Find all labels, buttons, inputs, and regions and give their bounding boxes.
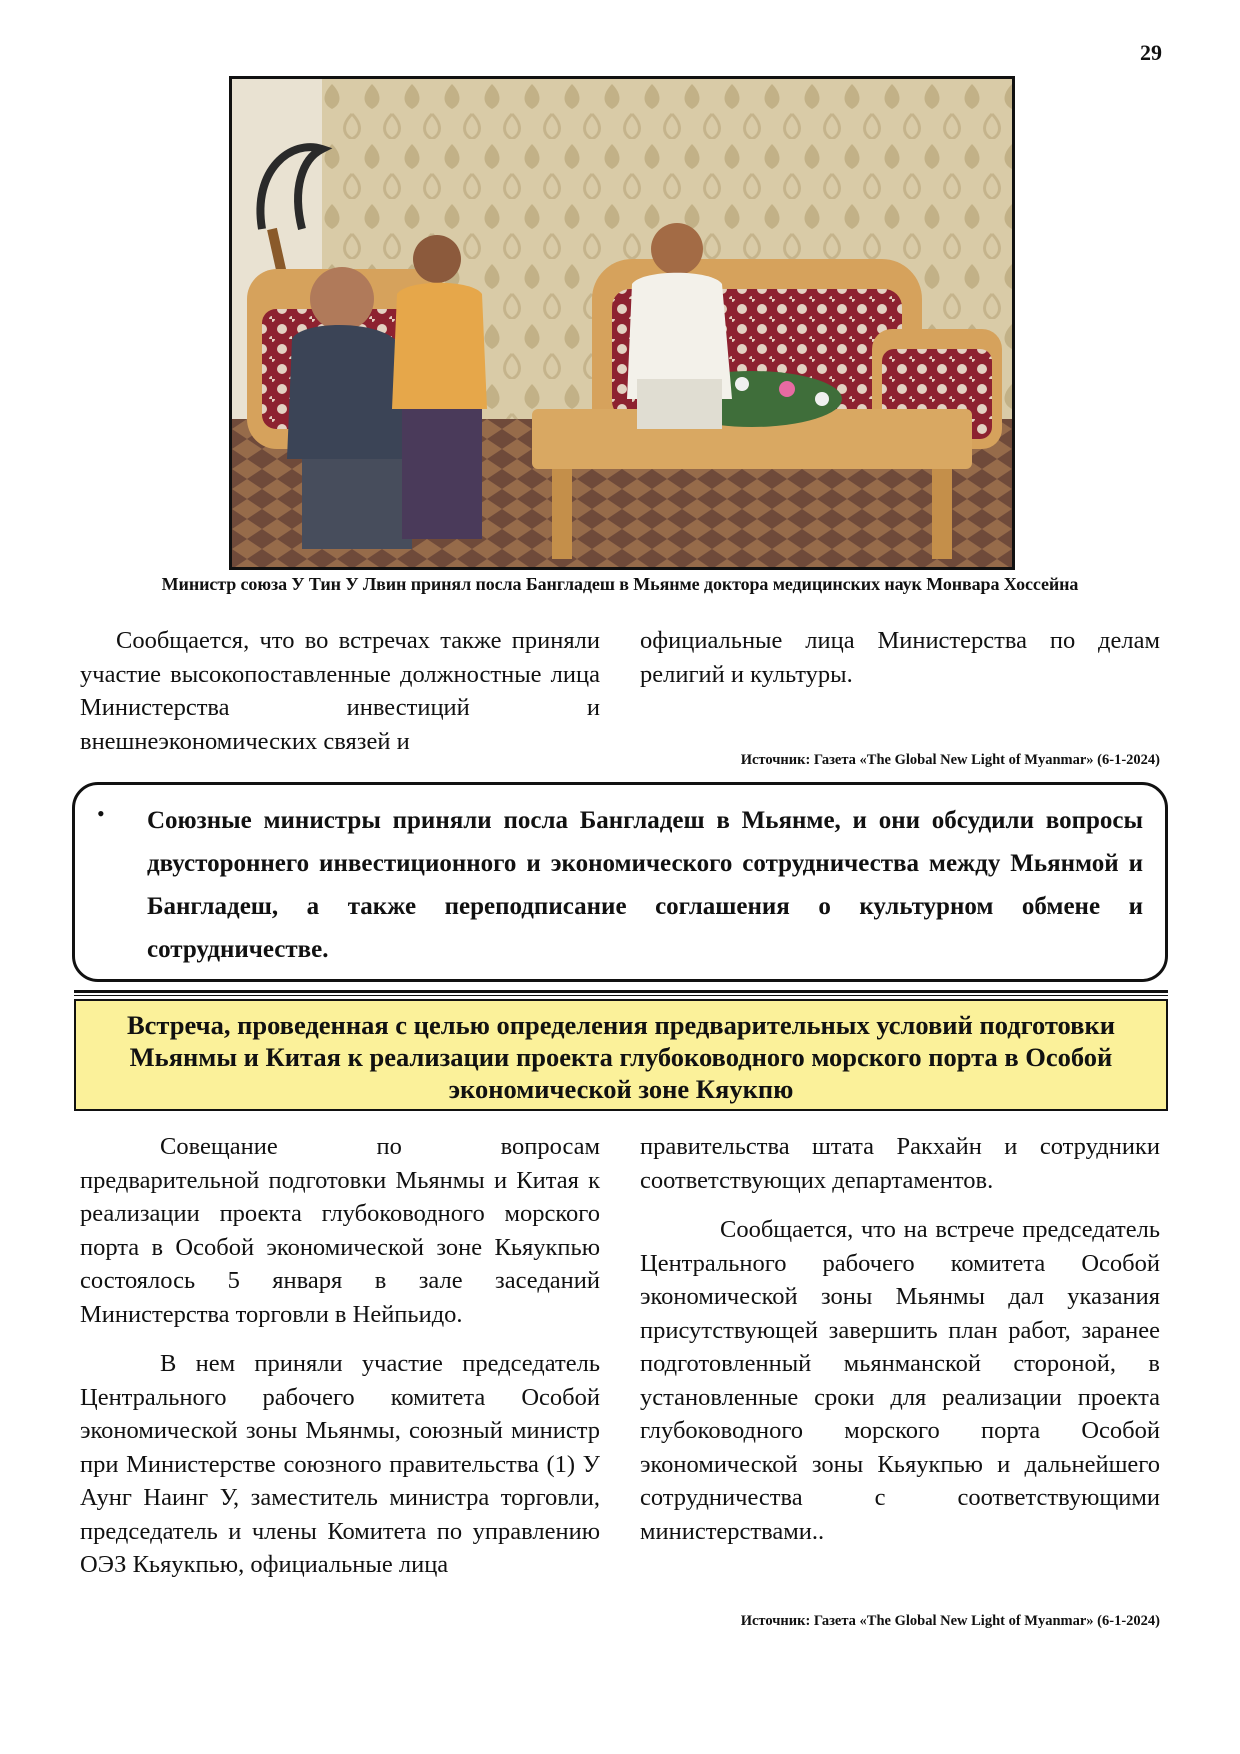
article1-left-paragraph: Сообщается, что во встречах также приняли участие высокопоставленные должностные лица Министерства инвестиций и внешнеэкономических связей и [80,627,600,755]
meeting-photo-illustration [232,79,1012,567]
article1-right-column [640,624,1160,691]
meeting-photo [229,76,1015,570]
article2-left-column [80,1130,600,1582]
article2-right-paragraph-2: Сообщается, что на встрече председатель Центрального рабочего комитета Особой экономической зоны Мьянмы дал указания присутствующей завершить план работ, заранее подготовленный мьянманской стороной, в установленные сроки для реализации проекта глубоководного морского порта Особой экономической зоны Кьяукпью и дальнейшего сотрудничества с соответствующими министерствами.. [640,1216,1160,1545]
page-number: 29 [1140,40,1162,65]
summary-text: Союзные министры приняли посла Бангладеш в Мьянме, и они обсудили вопросы двустороннего инвестиционного и экономического сотрудничества между Мьянмой и Бангладеш, а также переподписание соглашения о культурном обмене и сотрудничестве. [147,807,1143,963]
article2-right-paragraph-1: правительства штата Ракхайн и сотрудники соответствующих департаментов. [640,1133,1160,1194]
article2-left-paragraph-1: Совещание по вопросам предварительной подготовки Мьянмы и Китая к реализации проекта глубоководного морского порта в Особой экономической зоне Кьяукпью состоялось 5 января в зале заседаний Министерства торговли в Нейпьидо. [80,1133,600,1328]
article1-right-paragraph: официальные лица Министерства по делам религий и культуры. [640,627,1160,688]
article1-source: Источник: Газета «The Global New Light of Myanmar» (6-1-2024) [740,752,1160,768]
article1-left-column [80,624,600,758]
article2-right-column [640,1130,1160,1548]
photo-caption: Министр союза У Тин У Лвин принял посла Бангладеш в Мьянме доктора медицинских наук Монвара Хоссейна [161,574,1079,594]
article2-heading: Встреча, проведенная с целью определения предварительных условий подготовки Мьянмы и Китая к реализации проекта глубоководного морского порта в Особой экономической зоне Кяукпю [74,999,1168,1111]
article2-left-paragraph-2: В нем приняли участие председатель Центрального рабочего комитета Особой экономической зоны Мьянмы, союзный министр при Министерстве союзного правительства (1) У Аунг Наинг У, заместитель министра торговли, председатель и члены Комитета по управлению ОЭЗ Кьяукпью, официальные лица [80,1350,600,1578]
bullet-icon: • [97,801,105,826]
section-divider [74,990,1168,993]
article2-source: Источник: Газета «The Global New Light of Myanmar» (6-1-2024) [740,1613,1160,1629]
section-divider-thin [74,995,1168,996]
summary-box [72,782,1168,982]
